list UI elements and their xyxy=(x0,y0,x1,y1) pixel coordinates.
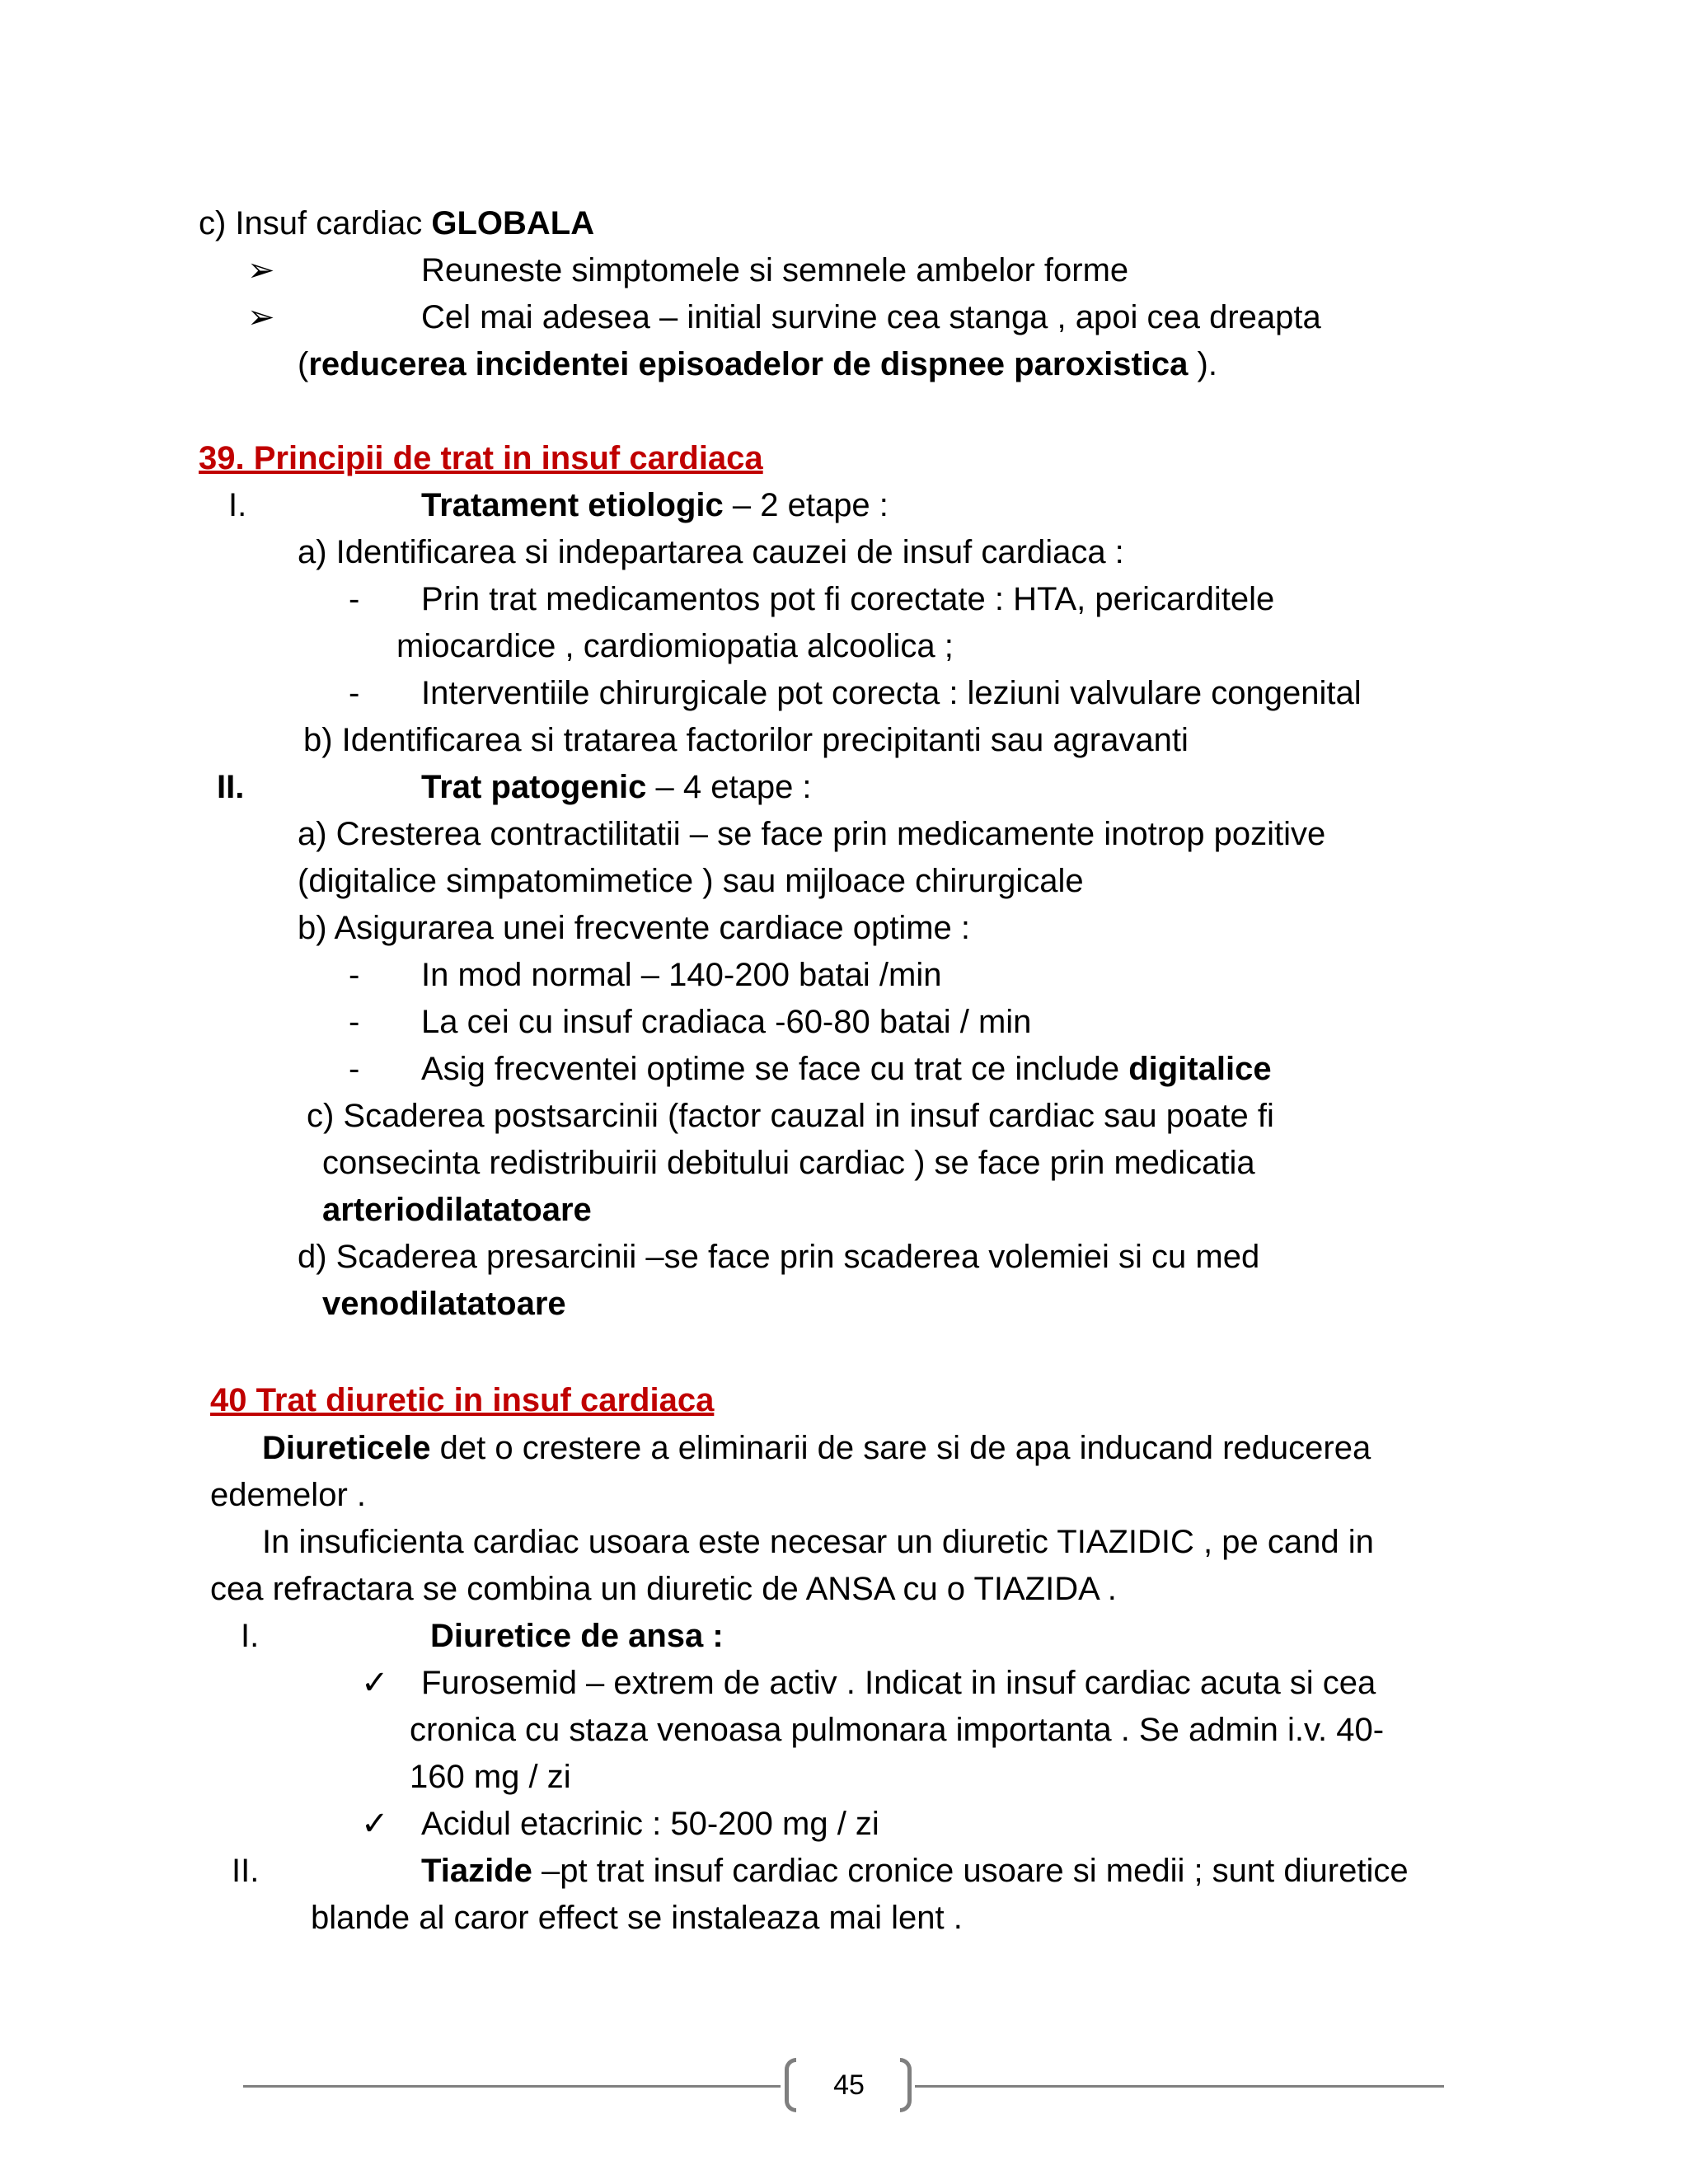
patogenic-b-dash-1: In mod normal – 140-200 batai /min xyxy=(421,957,942,993)
dash-bullet: - xyxy=(349,675,360,711)
section-40-heading: 40 Trat diuretic in insuf cardiaca xyxy=(210,1382,715,1418)
diuretic-paragraph-2: In insuficienta cardiac usoara este necesar un diuretic TIAZIDIC , pe cand in xyxy=(262,1524,1374,1560)
patogenic-title: Trat patogenic – 4 etape : xyxy=(421,769,812,805)
numeral-ii: II. xyxy=(217,769,245,805)
arrow-bullet-icon: ➢ xyxy=(247,252,275,288)
etiologic-a: a) Identificarea si indepartarea cauzei de insuf cardiaca : xyxy=(298,534,1124,570)
numeral-i: I. xyxy=(241,1618,260,1654)
arrow-bullet-icon: ➢ xyxy=(247,299,275,335)
dash-bullet: - xyxy=(349,581,360,617)
dash-bullet: - xyxy=(349,957,360,993)
globala-bullet-1: Reuneste simptomele si semnele ambelor forme xyxy=(421,252,1129,288)
patogenic-c-2: consecinta redistribuirii debitului cardiac ) se face prin medicatia xyxy=(322,1145,1255,1181)
etiologic-title: Tratament etiologic – 2 etape : xyxy=(421,487,889,523)
globala-bullet-2: Cel mai adesea – initial survine cea stanga , apoi cea dreapta xyxy=(421,299,1321,335)
etiologic-dash-1-cont: miocardice , cardiomiopatia alcoolica ; xyxy=(396,628,954,664)
patogenic-c-1: c) Scaderea postsarcinii (factor cauzal in insuf cardiac sau poate fi xyxy=(307,1098,1274,1134)
ansa-title: Diuretice de ansa : xyxy=(430,1618,724,1654)
etiologic-dash-2: Interventiile chirurgicale pot corecta : leziuni valvulare congenital xyxy=(421,675,1362,711)
patogenic-a-1: a) Cresterea contractilitatii – se face prin medicamente inotrop pozitive xyxy=(298,816,1326,852)
globala-bullet-2-cont: (reducerea incidentei episoadelor de dispnee paroxistica ). xyxy=(298,346,1217,382)
patogenic-b: b) Asigurarea unei frecvente cardiace optime : xyxy=(298,910,970,946)
globala-prefix: c) Insuf cardiac xyxy=(199,205,432,241)
etiologic-b: b) Identificarea si tratarea factorilor precipitanti sau agravanti xyxy=(303,722,1189,758)
ansa-check-1-cont-2: 160 mg / zi xyxy=(410,1759,571,1795)
ansa-check-1: Furosemid – extrem de activ . Indicat in insuf cardiac acuta si cea xyxy=(421,1665,1376,1701)
patogenic-a-2: (digitalice simpatomimetice ) sau mijloace chirurgicale xyxy=(298,863,1084,899)
section-39-heading: 39. Principii de trat in insuf cardiaca xyxy=(199,440,763,476)
patogenic-d-1: d) Scaderea presarcinii –se face prin scaderea volemiei si cu med xyxy=(298,1239,1260,1275)
tiazide-title: Tiazide –pt trat insuf cardiac cronice usoare si medii ; sunt diuretice xyxy=(421,1853,1409,1889)
diuretic-paragraph-2-cont: cea refractara se combina un diuretic de ANSA cu o TIAZIDA . xyxy=(210,1571,1117,1607)
patogenic-b-dash-2: La cei cu insuf cradiaca -60-80 batai / min xyxy=(421,1004,1032,1040)
globala-bold: GLOBALA xyxy=(431,205,595,241)
page-number: 45 xyxy=(833,2069,865,2101)
numeral-i: I. xyxy=(228,487,247,523)
footer-rule-right xyxy=(915,2085,1444,2088)
patogenic-d-2: venodilatatoare xyxy=(322,1286,566,1322)
ansa-check-2: Acidul etacrinic : 50-200 mg / zi xyxy=(421,1806,879,1842)
dash-bullet: - xyxy=(349,1051,360,1087)
ansa-check-1-cont-1: cronica cu staza venoasa pulmonara importanta . Se admin i.v. 40- xyxy=(410,1712,1385,1748)
checkmark-icon: ✓ xyxy=(361,1665,389,1701)
tiazide-cont: blande al caror effect se instaleaza mai lent . xyxy=(311,1900,963,1936)
globala-line xyxy=(199,200,594,247)
diuretic-paragraph-1: Diureticele det o crestere a eliminarii de sare si de apa inducand reducerea xyxy=(262,1430,1372,1466)
etiologic-dash-1: Prin trat medicamentos pot fi corectate : HTA, pericarditele xyxy=(421,581,1275,617)
numeral-ii: II. xyxy=(232,1853,260,1889)
patogenic-c-3: arteriodilatatoare xyxy=(322,1192,592,1228)
diuretic-paragraph-1-cont: edemelor . xyxy=(210,1477,366,1513)
footer-rule-left xyxy=(243,2085,781,2088)
checkmark-icon: ✓ xyxy=(361,1806,389,1842)
dash-bullet: - xyxy=(349,1004,360,1040)
patogenic-b-dash-3: Asig frecventei optime se face cu trat ce include digitalice xyxy=(421,1051,1272,1087)
